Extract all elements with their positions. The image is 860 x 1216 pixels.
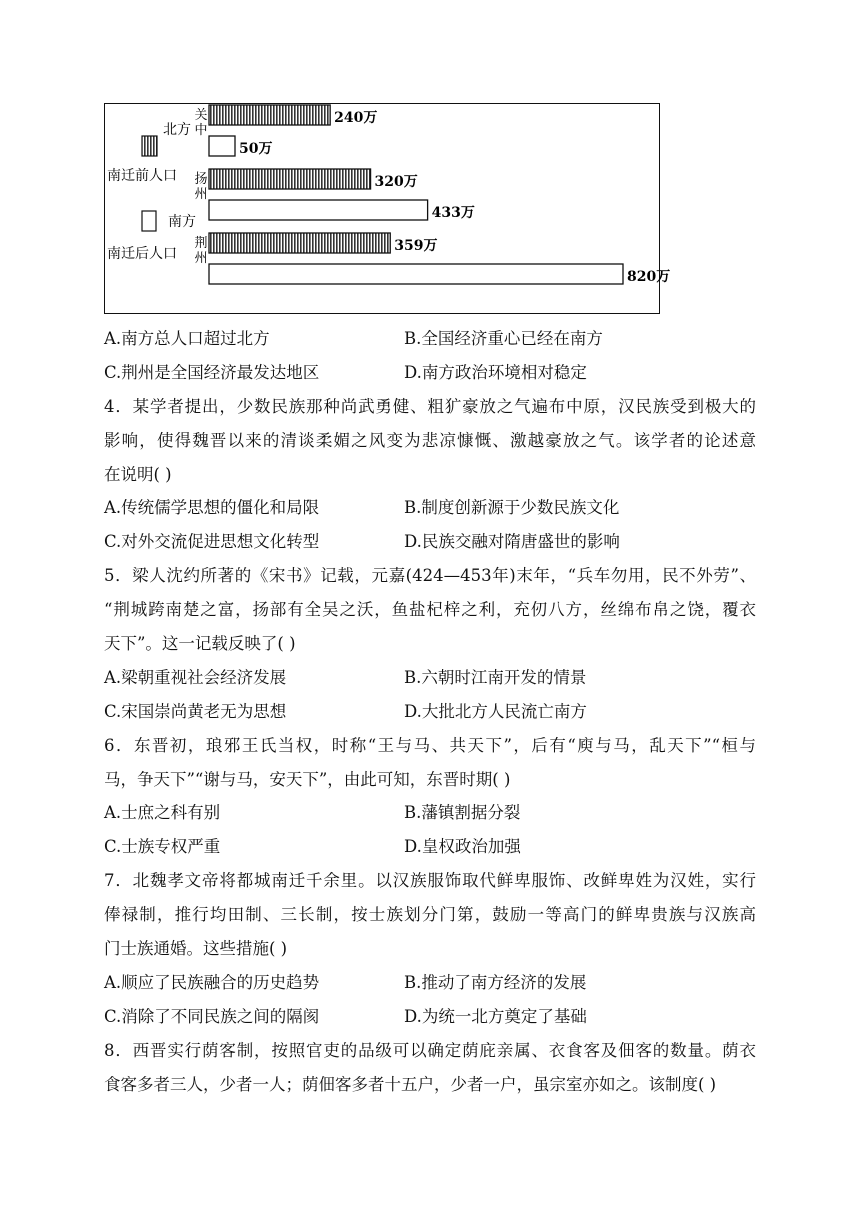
q7-stem-line: 7．北魏孝文帝将都城南迁千余里。以汉族服饰取代鲜卑服饰、改鲜卑姓为汉姓，实行 [104, 871, 756, 891]
chart-bars [209, 105, 623, 284]
q5-option-a[interactable]: A.梁朝重视社会经济发展 [104, 667, 287, 687]
q7-option-a[interactable]: A.顺应了民族融合的历史趋势 [104, 972, 320, 992]
chart-legend [107, 122, 196, 262]
region-label: 关中 [194, 108, 208, 138]
chart-value-labels [239, 110, 670, 285]
q7-option-b[interactable]: B.推动了南方经济的发展 [404, 972, 587, 992]
q3-option-b[interactable]: B.全国经济重心已经在南方 [404, 329, 603, 348]
q5-option-d[interactable]: D.大批北方人民流亡南方 [404, 701, 587, 721]
region-label: 扬州 [194, 172, 208, 202]
bar-before [209, 105, 330, 125]
q3-options-row-1 [104, 322, 756, 356]
q5-options-row-2 [104, 695, 756, 729]
bar-value-label: 320万 [374, 174, 418, 190]
region-label: 荆州 [194, 236, 208, 266]
q4-option-b[interactable]: B.制度创新源于少数民族文化 [404, 498, 620, 518]
q4-stem-line: 影响，使得魏晋以来的清谈柔媚之风变为悲凉慷慨、激越豪放之气。该学者的论述意 [104, 430, 756, 450]
legend-group-south: 南方 [168, 214, 196, 230]
q4-stem-line: 4．某学者提出，少数民族那种尚武勇健、粗犷豪放之气遍布中原，汉民族受到极大的 [104, 396, 756, 416]
q3-option-d[interactable]: D.南方政治环境相对稳定 [404, 362, 587, 382]
bar-value-label: 820万 [627, 269, 671, 285]
q5-stem-line: 5．梁人沈约所著的《宋书》记载，元嘉(424—453年)末年，“兵车勿用，民不外劳”、 [104, 566, 756, 586]
q5-option-b[interactable]: B.六朝时江南开发的情景 [404, 667, 587, 687]
q7-option-c[interactable]: C.消除了不同民族之间的隔阂 [104, 1006, 320, 1026]
bar-after [209, 200, 428, 220]
question-text [104, 322, 756, 1101]
legend-group-north: 北方 [163, 122, 191, 138]
q5-options-row-1 [104, 661, 756, 695]
q6-option-a[interactable]: A.士庶之科有别 [104, 803, 221, 823]
q5-stem-line: 天下”。这一记载反映了( ) [104, 634, 296, 654]
bar-before [209, 233, 390, 253]
legend-swatch-plain [142, 211, 156, 231]
q6-stem-line: 6．东晋初，琅邪王氏当权，时称“王与马、共天下”，后有“庾与马，乱天下”“桓与 [104, 735, 756, 755]
q7-stem-line: 门士族通婚。这些措施( ) [104, 939, 288, 959]
population-chart [104, 103, 671, 314]
q6-stem-line: 马，争天下”“谢与马，安天下”，由此可知，东晋时期( ) [104, 769, 511, 789]
q6-option-c[interactable]: C.士族专权严重 [104, 837, 221, 857]
q4-stem-line: 在说明( ) [104, 464, 172, 484]
region-labels [194, 108, 207, 266]
q5-stem-line: “荆城跨南楚之富，扬部有全吴之沃，鱼盐杞梓之利，充仞八方，丝绵布帛之饶，覆衣 [104, 600, 756, 620]
q8-stem-line: 8．西晋实行荫客制，按照官吏的品级可以确定荫庇亲属、衣食客及佃客的数量。荫衣 [104, 1040, 756, 1060]
q6-options-row-1 [104, 796, 756, 830]
q4-option-a[interactable]: A.传统儒学思想的僵化和局限 [104, 498, 320, 518]
legend-swatch-patterned [142, 136, 157, 156]
q3-options-row-2 [104, 356, 756, 390]
q7-options-row-2 [104, 1000, 756, 1034]
bar-after [209, 264, 623, 284]
bar-value-label: 359万 [394, 238, 438, 254]
q7-option-d[interactable]: D.为统一北方奠定了基础 [404, 1006, 587, 1026]
q4-options-row-2 [104, 525, 756, 559]
bar-after [209, 136, 235, 156]
legend-caption-before: 南迁前人口 [107, 168, 177, 184]
q7-stem-line: 俸禄制，推行均田制、三长制，按士族划分门第，鼓励一等高门的鲜卑贵族与汉族高 [104, 905, 756, 925]
legend-caption-after: 南迁后人口 [107, 246, 177, 262]
q6-option-d[interactable]: D.皇权政治加强 [404, 837, 521, 857]
q4-options-row-1 [104, 491, 756, 525]
q8-stem-line: 食客多者三人，少者一人；荫佃客多者十五户，少者一户，虽宗室亦如之。该制度( ) [104, 1074, 717, 1094]
q7-options-row-1 [104, 966, 756, 1000]
q3-option-a[interactable]: A.南方总人口超过北方 [104, 329, 270, 348]
population-chart-svg [105, 104, 671, 315]
q5-option-c[interactable]: C.宋国崇尚黄老无为思想 [104, 701, 287, 721]
bar-value-label: 50万 [239, 141, 273, 157]
q3-option-c[interactable]: C.荆州是全国经济最发达地区 [104, 362, 320, 382]
q4-option-c[interactable]: C.对外交流促进思想文化转型 [104, 532, 320, 552]
bar-value-label: 433万 [431, 205, 475, 221]
q4-option-d[interactable]: D.民族交融对隋唐盛世的影响 [404, 532, 620, 552]
q6-options-row-2 [104, 830, 756, 864]
q6-option-b[interactable]: B.藩镇割据分裂 [404, 803, 521, 823]
bar-value-label: 240万 [334, 110, 378, 126]
bar-before [209, 169, 371, 189]
